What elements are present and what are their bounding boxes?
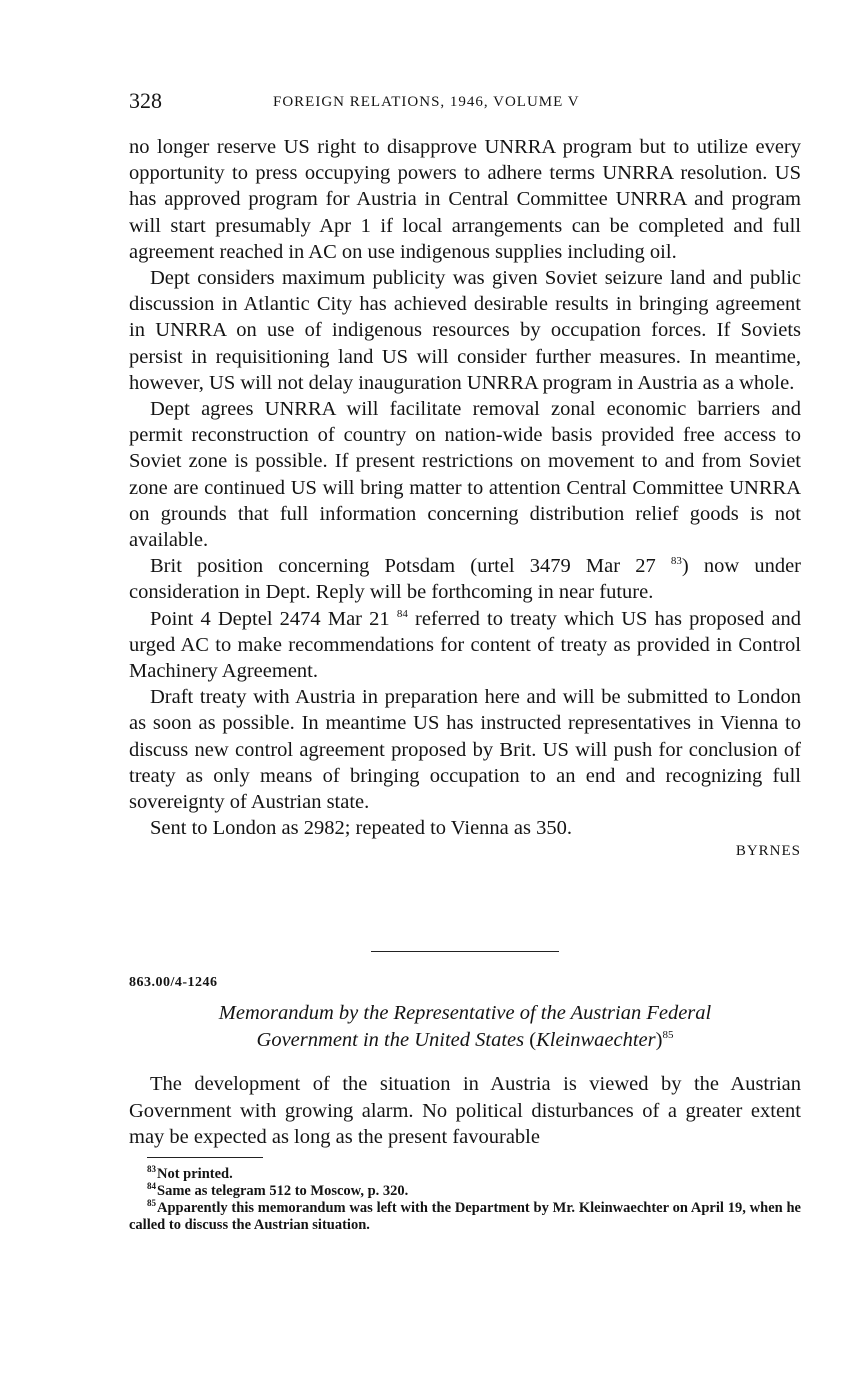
memorandum-opening-paragraph: The development of the situation in Austria is viewed by the Austrian Government with growing alarm. No political disturbances of a greater extent may be expected as long as the present favourable <box>129 1073 801 1148</box>
footnote-text: Same as telegram 512 to Moscow, p. 320. <box>157 1183 409 1199</box>
footnote-mark: 85 <box>147 1198 156 1209</box>
paragraph-7: Sent to London as 2982; repeated to Vienna as 350. <box>150 817 572 840</box>
footnote-mark: 83 <box>147 1164 156 1175</box>
document-title <box>129 1000 801 1054</box>
footnote-ref-84[interactable]: 84 <box>396 607 408 620</box>
file-number: 863.00/4-1246 <box>129 975 218 990</box>
memorandum-body <box>129 1071 801 1151</box>
paragraph-6: Draft treaty with Austria in preparation here and will be submitted to London as soon as possible. In meantime US has instructed representatives in Vienna to discuss new control agreement proposed by Brit. US will push for conclusion of treaty as only means of bringing occupation to an end and recognizing full sovereignty of Austrian state. <box>129 686 801 814</box>
paragraph-5 <box>129 606 801 685</box>
running-head: FOREIGN RELATIONS, 1946, VOLUME V <box>273 94 580 110</box>
page-header <box>129 88 801 118</box>
signature: BYRNES <box>735 843 801 860</box>
paragraph-5-text-start: Point 4 Deptel 2474 Mar 21 <box>150 607 390 630</box>
paragraph-4-text-start: Brit position concerning Potsdam (urtel 3479 Mar 27 <box>150 555 656 578</box>
title-paren-open: ( <box>529 1029 537 1051</box>
paragraph-3: Dept agrees UNRRA will facilitate removal zonal economic barriers and permit reconstruction of country on nation-wide basis provided free access to Soviet zone is possible. If present restrictions on movement to and from Soviet zone are continued US will bring matter to attention Central Committee UNRRA on grounds that full information concerning distribution relief goods is not available. <box>129 398 801 552</box>
telegram-body <box>129 134 801 860</box>
paragraph-2: Dept considers maximum publicity was given Soviet seizure land and public discussion in Atlantic City has achieved desirable results in bringing agreement in UNRRA on use of indigenous resources by occupation forces. If Soviets persist in requisitioning land US will consider further measures. In meantime, however, US will not delay inauguration UNRRA program in Austria as a whole. <box>129 267 801 394</box>
footnote-85 <box>129 1200 801 1234</box>
footnote-text: Apparently this memorandum was left with the Department by Mr. Kleinwaechter on April 19, when he called to discuss the Austrian situation. <box>129 1200 801 1233</box>
paragraph-4-text-end: ) now under consideration in Dept. Reply will be forthcoming in near future. <box>129 555 801 604</box>
footnote-84 <box>129 1183 801 1200</box>
title-person: Kleinwaechter <box>536 1029 656 1051</box>
document-title-line-2-text: Government in the United States <box>256 1029 525 1051</box>
document-title-line-2 <box>129 1027 801 1054</box>
title-paren-close: ) <box>655 1029 663 1051</box>
footnotes <box>129 1166 801 1234</box>
document-title-line-1: Memorandum by the Representative of the Austrian Federal <box>218 1002 712 1024</box>
paragraph-5-text-end: referred to treaty which US has proposed and urged AC to make recommendations for content of treaty as provided in Control Machinery Agreement. <box>129 607 802 683</box>
paragraph-1: no longer reserve US right to disapprove UNRRA program but to utilize every opportunity to press occupying powers to adhere terms UNRRA resolution. US has approved program for Austria in Central Committee UNRRA and program will start presumably Apr 1 if local arrangements can be completed and full agreement reached in AC on use indigenous supplies including oil. <box>129 136 801 263</box>
footnote-83 <box>129 1166 801 1183</box>
footnote-ref-83[interactable]: 83 <box>670 555 682 568</box>
footnote-divider <box>147 1157 263 1158</box>
footnote-text: Not printed. <box>157 1166 233 1182</box>
footnote-ref-85[interactable]: 85 <box>662 1029 674 1042</box>
page-number: 328 <box>129 88 162 113</box>
section-divider <box>371 951 559 952</box>
footnote-mark: 84 <box>147 1181 156 1192</box>
paragraph-4 <box>129 553 801 605</box>
